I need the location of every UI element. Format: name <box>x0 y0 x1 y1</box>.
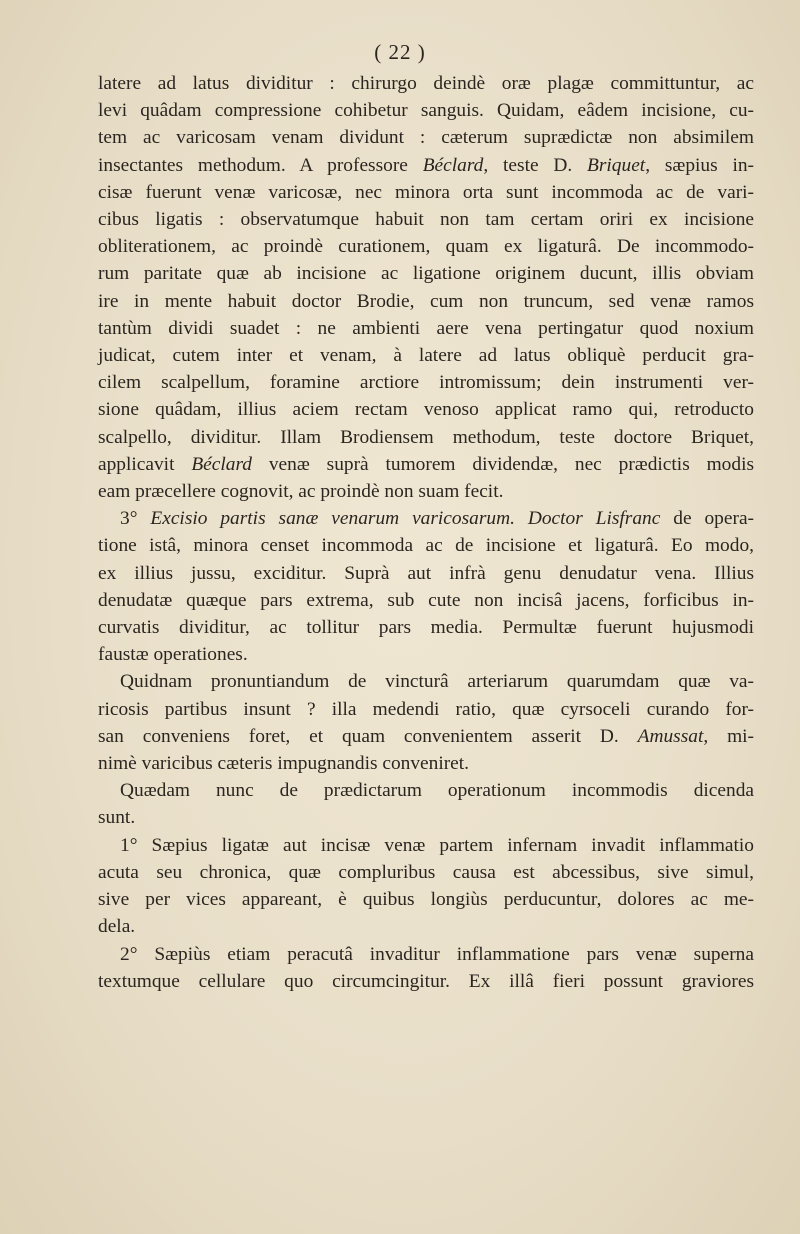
text-segment: Quidnam pronuntiandum de vincturâ arteriarum quarumdam quæ va- <box>120 671 754 693</box>
italic-text: Béclard <box>191 453 252 475</box>
text-segment: 1° Sæpius ligatæ aut incisæ venæ partem infernam invadit inflammatio <box>120 834 754 856</box>
text-segment: ire in mente habuit doctor Brodie, cum non truncum, sed venæ ramos <box>98 290 754 312</box>
italic-text: Excisio partis sanæ venarum varicosarum. Doctor Lisfranc <box>150 508 661 530</box>
text-line <box>98 233 754 260</box>
text-line <box>98 396 754 423</box>
text-segment: tem ac varicosam venam dividunt : cæterum suprædictæ non absimilem <box>98 127 754 149</box>
text-line <box>98 968 754 995</box>
text-line <box>98 913 754 940</box>
text-segment: 3° <box>120 508 151 530</box>
text-line <box>98 206 754 233</box>
text-line <box>98 750 754 777</box>
text-segment: dela. <box>98 916 136 938</box>
text-segment: tantùm dividi suadet : ne ambienti aere vena pertingatur quod noxium <box>98 317 754 339</box>
text-segment: cibus ligatis : observatumque habuit non tam certam oriri ex incisione <box>98 209 754 231</box>
text-line <box>98 723 754 750</box>
text-line <box>98 532 754 559</box>
text-line <box>98 804 754 831</box>
text-segment: cisæ fuerunt venæ varicosæ, nec minora orta sunt incommoda ac de vari- <box>98 181 754 203</box>
text-line <box>98 478 754 505</box>
text-line <box>98 288 754 315</box>
text-segment: curvatis dividitur, ac tollitur pars media. Permultæ fuerunt hujusmodi <box>98 617 754 639</box>
text-segment: , sæpius in- <box>645 154 755 176</box>
text-segment: applicavit <box>98 453 192 475</box>
text-segment: judicat, cutem inter et venam, à latere ad latus obliquè perducit gra- <box>98 345 754 367</box>
text-segment: cilem scalpellum, foramine arctiore intromissum; dein instrumenti ver- <box>98 372 754 394</box>
text-segment: sunt. <box>98 807 136 829</box>
text-segment: scalpello, dividitur. Illam Brodiensem methodum, teste doctore Briquet, <box>98 426 754 448</box>
text-segment: , teste D. <box>483 154 588 176</box>
text-line <box>98 70 754 97</box>
text-segment: ex illius jussu, exciditur. Suprà aut infrà genu denudatur vena. Illius <box>98 562 754 584</box>
body-text <box>98 70 754 995</box>
text-segment: latere ad latus dividitur : chirurgo deindè oræ plagæ committuntur, ac <box>98 73 754 94</box>
text-line <box>98 342 754 369</box>
text-line <box>98 179 754 206</box>
text-line <box>98 614 754 641</box>
text-line <box>98 97 754 124</box>
text-line <box>98 832 754 859</box>
text-line <box>98 587 754 614</box>
italic-text: Amussat <box>637 725 704 747</box>
text-segment: tione istâ, minora censet incommoda ac de incisione et ligaturâ. Eo modo, <box>98 535 754 557</box>
text-segment: de opera- <box>660 508 755 530</box>
italic-text: Briquet <box>587 154 646 176</box>
text-segment: obliterationem, ac proindè curationem, quam ex ligaturâ. De incommodo- <box>98 236 754 258</box>
text-line <box>98 424 754 451</box>
text-line <box>98 451 754 478</box>
text-segment: nimè varicibus cæteris impugnandis conveniret. <box>98 753 470 775</box>
text-segment: denudatæ quæque pars extrema, sub cute non incisâ jacens, forficibus in- <box>98 589 754 611</box>
text-segment: ricosis partibus insunt ? illa medendi ratio, quæ cyrsoceli curando for- <box>98 698 754 720</box>
text-line <box>98 886 754 913</box>
text-segment: , mi- <box>703 725 754 747</box>
text-line <box>98 941 754 968</box>
text-segment: levi quâdam compressione cohibetur sanguis. Quidam, eâdem incisione, cu- <box>98 100 754 122</box>
text-line <box>98 641 754 668</box>
text-line <box>98 369 754 396</box>
page-number: ( 22 ) <box>374 40 426 64</box>
text-segment: sione quâdam, illius aciem rectam venoso applicat ramo qui, retroducto <box>98 399 754 421</box>
text-segment: venæ suprà tumorem dividendæ, nec prædictis modis <box>252 453 755 475</box>
text-line <box>98 859 754 886</box>
text-segment: 2° Sæpiùs etiam peracutâ invaditur inflammatione pars venæ superna <box>120 943 754 965</box>
text-segment: sive per vices appareant, è quibus longiùs perducuntur, dolores ac me- <box>98 889 754 911</box>
text-segment: faustæ operationes. <box>98 644 248 666</box>
text-segment: textumque cellulare quo circumcingitur. Ex illâ fieri possunt graviores <box>98 970 754 992</box>
text-line <box>98 777 754 804</box>
italic-text: Béclard <box>422 154 484 176</box>
text-line <box>98 152 754 179</box>
text-line <box>98 315 754 342</box>
text-segment: Quædam nunc de prædictarum operationum incommodis dicenda <box>120 780 754 802</box>
text-line <box>98 696 754 723</box>
text-line <box>98 124 754 151</box>
text-segment: san conveniens foret, et quam convenientem asserit D. <box>98 725 638 747</box>
text-segment: insectantes methodum. A professore <box>98 154 423 176</box>
text-segment: eam præcellere cognovit, ac proindè non suam fecit. <box>98 481 504 503</box>
text-segment: rum paritate quæ ab incisione ac ligatione originem ducunt, illis obviam <box>98 263 754 285</box>
text-line <box>98 560 754 587</box>
text-segment: acuta seu chronica, quæ compluribus causa est abcessibus, sive simul, <box>98 861 754 883</box>
text-line <box>98 260 754 287</box>
text-line <box>98 668 754 695</box>
text-line <box>98 505 754 532</box>
